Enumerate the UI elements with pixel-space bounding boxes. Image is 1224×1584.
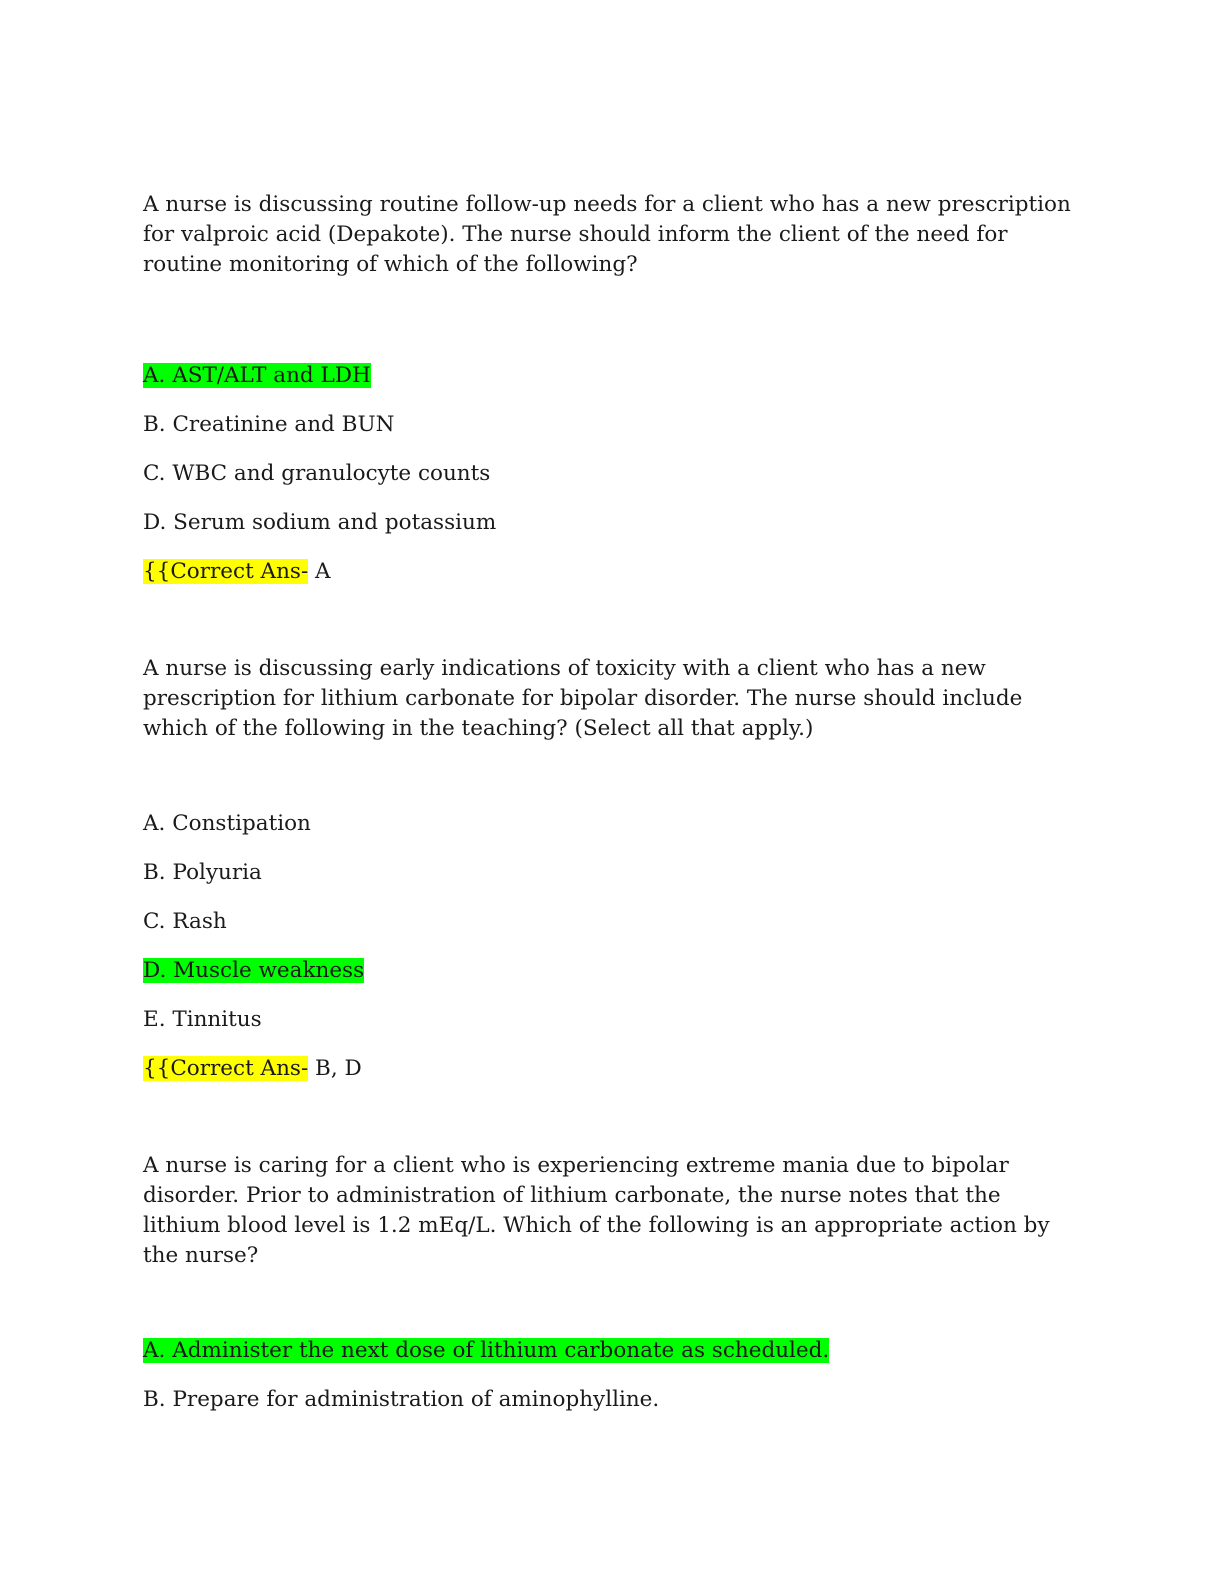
question-3-text: A nurse is caring for a client who is experiencing extreme mania due to bipolar disorder. Prior to administration of lithium carbonate, the nurse notes that the lithium blood level is 1.2 mEq/L. Which of the following is an appropriate action by the nurse? [143,1153,1050,1268]
question-2-option-d [143,957,1083,985]
question-1-answer [143,558,1083,586]
answer-value: A [308,559,331,584]
document-page [143,190,1083,1414]
question-1-option-b: B. Creatinine and BUN [143,412,395,437]
answer-value: B, D [308,1056,362,1081]
question-2-option-c: C. Rash [143,909,227,934]
answer-label: {{Correct Ans- [143,1056,309,1081]
question-3 [143,1151,1083,1414]
question-2-option-b: B. Polyuria [143,860,262,885]
question-2-option-e: E. Tinnitus [143,1007,262,1032]
correct-highlight: A. AST/ALT and LDH [143,363,371,388]
question-1-option-a [143,362,1083,390]
correct-highlight: D. Muscle weakness [143,958,365,983]
question-1 [143,190,1083,586]
question-3-option-b: B. Prepare for administration of aminophylline. [143,1387,660,1412]
question-2 [143,654,1083,1083]
question-2-option-a: A. Constipation [143,811,311,836]
correct-highlight: A. Administer the next dose of lithium carbonate as scheduled. [143,1338,830,1363]
question-1-option-c: C. WBC and granulocyte counts [143,461,491,486]
question-3-option-a [143,1337,1083,1365]
answer-label: {{Correct Ans- [143,559,309,584]
question-1-text: A nurse is discussing routine follow-up needs for a client who has a new prescription for valproic acid (Depakote). The nurse should inform the client of the need for routine monitoring of which of the following? [143,192,1071,277]
question-2-text: A nurse is discussing early indications of toxicity with a client who has a new prescription for lithium carbonate for bipolar disorder. The nurse should include which of the following in the teaching? (Select all that apply.) [143,656,1023,741]
question-2-answer [143,1055,1083,1083]
question-1-option-d: D. Serum sodium and potassium [143,510,497,535]
